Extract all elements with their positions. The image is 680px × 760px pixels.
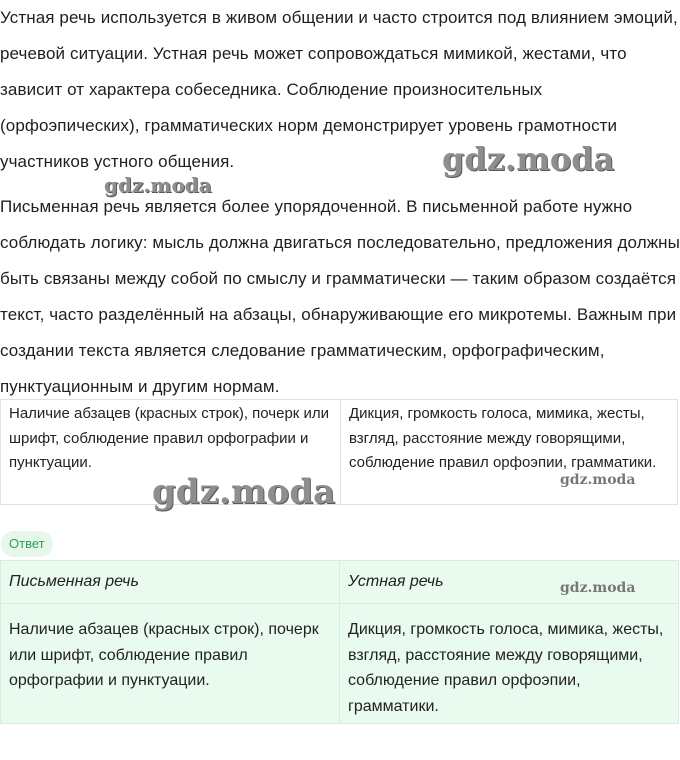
answer-cell-spoken: Дикция, громкость голоса, мимика, жесты, взгляд, расстояние между говорящими, соблюдение правил орфоэпии, грамматики. — [340, 604, 679, 724]
spoken-speech-paragraph: Устная речь используется в живом общении и часто строится под влиянием эмоций, речевой ситуации. Устная речь может сопровождаться мимикой, жестами, что зависит от характера собеседника. Соблюдение произносительных (орфоэпических), грамматических норм демонстрирует уровень грамотности участников устного общения. — [0, 8, 678, 171]
task-cell-spoken: Дикция, громкость голоса, мимика, жесты, взгляд, расстояние между говорящими, соблюдение правил орфоэпии, грамматики. — [341, 400, 678, 505]
answer-header-written: Письменная речь — [1, 561, 340, 604]
answer-cell-written: Наличие абзацев (красных строк), почерк или шрифт, соблюдение правил орфографии и пунктуации. — [1, 604, 340, 724]
watermark-logo: gdz.moda — [560, 472, 636, 488]
watermark-logo: gdz.moda — [560, 580, 636, 596]
task-table — [0, 399, 678, 505]
task-table-row — [1, 400, 678, 505]
watermark-logo: gdz.moda — [104, 173, 212, 197]
watermark-logo: gdz.moda — [442, 140, 615, 178]
task-cell-written: Наличие абзацев (красных строк), почерк или шрифт, соблюдение правил орфографии и пунктуации. — [1, 400, 341, 505]
watermark-logo: gdz.moda — [152, 472, 336, 512]
answer-table-row — [1, 604, 679, 724]
written-speech-paragraph: Письменная речь является более упорядоченной. В письменной работе нужно соблюдать логику: мысль должна двигаться последовательно, предложения должны быть связаны между собой по смыслу и грамматически — таким образом создаётся текст, часто разделённый на абзацы, обнаруживающие его микротемы. Важным при создании текста является следование грамматическим, орфографическим, пунктуационным и другим нормам. — [0, 197, 680, 396]
answer-badge: Ответ — [1, 531, 53, 557]
answer-header-spoken: Устная речь — [340, 561, 679, 604]
